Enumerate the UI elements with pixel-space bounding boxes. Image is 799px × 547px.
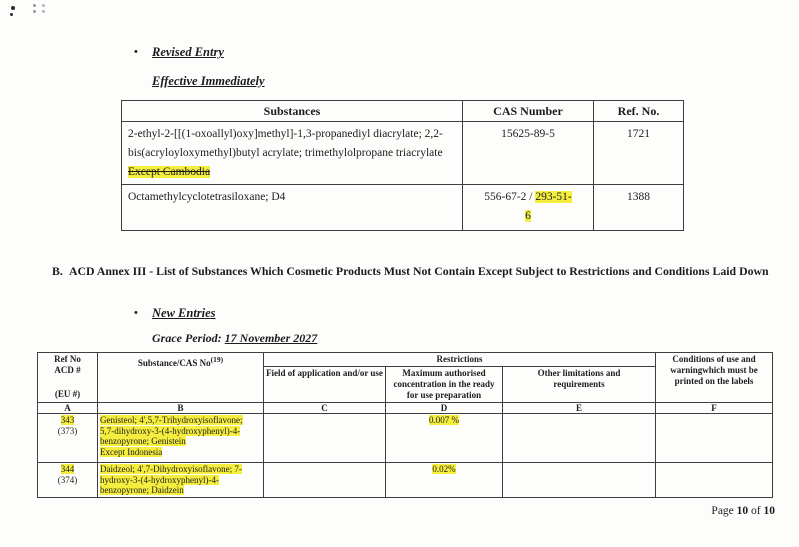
substance-cell: Octamethylcyclotetrasiloxane; D4 xyxy=(122,185,463,231)
new-entries-heading xyxy=(134,306,216,321)
max-concentration-cell: 0.007 % xyxy=(386,414,503,463)
page-number-footer xyxy=(711,505,775,517)
revised-entry-table xyxy=(121,100,684,231)
table2-letter-row xyxy=(38,403,773,414)
conditions-header-label: Conditions of use and warningwhich must be printed on the labels xyxy=(670,354,758,386)
column-letter-b: B xyxy=(98,403,264,414)
scan-speckle xyxy=(11,6,15,10)
bullet-icon: • xyxy=(134,307,138,319)
page-total: 10 xyxy=(763,505,775,517)
table1-col-cas-number: CAS Number xyxy=(463,101,594,122)
substance-highlighted: Daidzeol; 4',7-Dihydroxyisoflavone; 7-hydroxy-3-(4-hydroxyphenyl)-4-benzopyrone; Daidzein xyxy=(100,464,242,495)
conditions-cell xyxy=(656,463,773,498)
page-current: 10 xyxy=(736,505,749,517)
cas-plain-text: 556-67-2 / xyxy=(484,191,536,203)
column-letter-c: C xyxy=(264,403,386,414)
effective-immediately-subtitle: Effective Immediately xyxy=(152,74,265,88)
of-label: of xyxy=(751,505,761,517)
conditions-cell xyxy=(656,414,773,463)
new-entries-title: New Entries xyxy=(152,306,216,320)
field-of-application-cell xyxy=(264,463,386,498)
ref-no-label: Ref No xyxy=(54,354,81,364)
substance-text: 2-ethyl-2-[[(1-oxoallyl)oxy]methyl]-1,3-propanediyl diacrylate; 2,2-bis(acryloyloxymethyl)butyl acrylate; trimethylolpropane triacrylate xyxy=(128,128,443,159)
column-letter-f: F xyxy=(656,403,773,414)
table1-col-ref-no: Ref. No. xyxy=(594,101,684,122)
revised-entry-title: Revised Entry xyxy=(152,45,224,59)
max-concentration-cell: 0.02% xyxy=(386,463,503,498)
ref-eu: (373) xyxy=(57,425,78,436)
table2-col-restrictions: Restrictions xyxy=(264,353,656,367)
ref-no-cell xyxy=(38,414,98,463)
section-b-heading xyxy=(52,263,772,279)
table2-header-row-1 xyxy=(38,353,773,367)
grace-period-line xyxy=(152,331,317,346)
bullet-icon: • xyxy=(134,46,138,58)
eu-label: (EU #) xyxy=(54,389,81,399)
scan-speckle xyxy=(42,4,45,7)
ref-acd-highlighted: 344 xyxy=(60,464,75,474)
exception-text-highlighted: Except Cambodia xyxy=(128,166,211,178)
column-letter-e: E xyxy=(503,403,656,414)
substance-highlighted: Genisteol; 4',5,7-Trihydroxyisoflavone; 5,7-dihydroxy-3-(4-hydroxyphenyl)-4-benzopyrone; Genistein xyxy=(100,415,243,446)
substance-cell xyxy=(98,414,264,463)
ref-no-cell: 1388 xyxy=(594,185,684,231)
grace-period-date: 17 November 2027 xyxy=(224,331,318,345)
table2-col-conditions xyxy=(656,353,773,403)
ref-no-cell xyxy=(38,463,98,498)
table2-col-substance xyxy=(98,353,264,403)
column-letter-d: D xyxy=(386,403,503,414)
ref-acd-highlighted: 343 xyxy=(60,415,75,425)
scan-speckle xyxy=(42,10,45,13)
column-letter-a: A xyxy=(38,403,98,414)
revised-entry-heading xyxy=(134,45,224,60)
table1-header-row xyxy=(122,101,684,122)
section-label: B. xyxy=(52,264,63,278)
substance-header-label: Substance/CAS No xyxy=(137,358,211,368)
scan-speckle xyxy=(33,4,36,7)
substance-footnote-ref: (19) xyxy=(210,355,224,364)
table2-col-ref-no xyxy=(38,353,98,403)
substance-cell xyxy=(98,463,264,498)
ref-eu: (374) xyxy=(57,474,78,485)
table2-row-daidzein xyxy=(38,463,773,498)
page-label: Page xyxy=(711,505,734,517)
other-limitations-cell xyxy=(503,414,656,463)
section-title: ACD Annex III - List of Substances Which Cosmetic Products Must Not Contain Except Subject to Restrictions and Conditions Laid Down xyxy=(69,264,769,278)
ref-no-cell: 1721 xyxy=(594,122,684,185)
substance-cell xyxy=(122,122,463,185)
cas-cell: 15625-89-5 xyxy=(463,122,594,185)
scan-speckle xyxy=(10,13,13,16)
other-limitations-cell xyxy=(503,463,656,498)
cas-cell xyxy=(463,185,594,231)
table1-col-substances: Substances xyxy=(122,101,463,122)
table1-row-siloxane xyxy=(122,185,684,231)
table2-col-field-of-application: Field of application and/or use xyxy=(264,367,386,403)
table1-row-acrylate xyxy=(122,122,684,185)
scan-speckle xyxy=(33,10,36,13)
acd-label: ACD # xyxy=(54,365,81,375)
grace-period-label: Grace Period: xyxy=(152,331,225,345)
table2-col-max-concentration: Maximum authorised concentration in the ready for use preparation xyxy=(386,367,503,403)
table2-col-other-limitations: Other limitations and requirements xyxy=(503,367,656,403)
exception-highlighted: Except Indonesia xyxy=(100,446,163,457)
cas-highlighted-text: 293-51-6 xyxy=(525,191,572,222)
annex-iii-table xyxy=(37,352,773,498)
field-of-application-cell xyxy=(264,414,386,463)
table2-row-genistein xyxy=(38,414,773,463)
